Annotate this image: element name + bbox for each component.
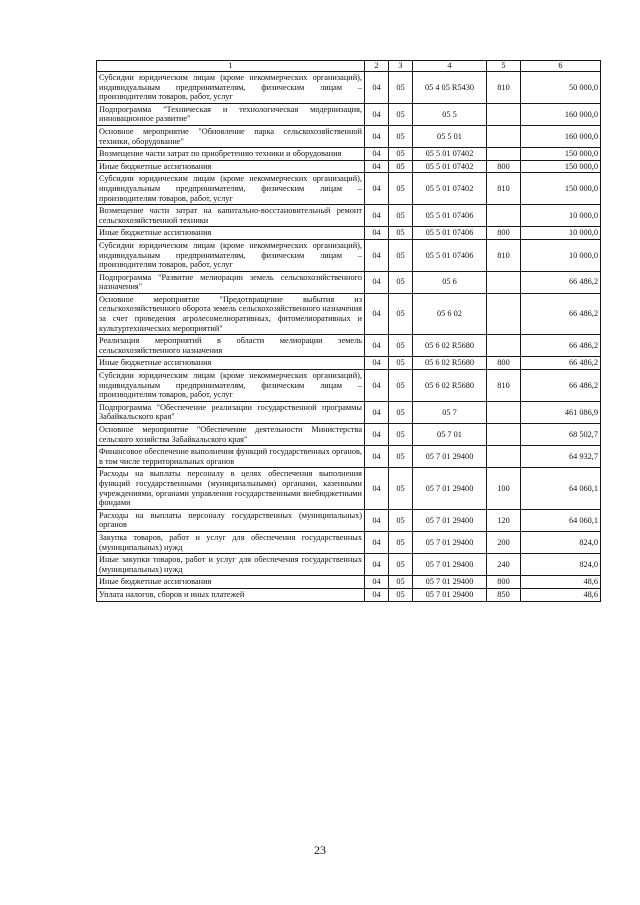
section-code: 04 <box>365 588 389 601</box>
section-code: 04 <box>365 531 389 553</box>
section-code: 04 <box>365 554 389 576</box>
section-code: 04 <box>365 227 389 240</box>
section-code: 04 <box>365 357 389 370</box>
expense-type-code <box>487 205 521 227</box>
table-row <box>97 370 601 402</box>
expense-type-code: 810 <box>487 370 521 402</box>
subsection-code: 05 <box>389 72 413 104</box>
table-row <box>97 357 601 370</box>
row-name: Иные бюджетные ассигнования <box>97 576 365 589</box>
target-article-code: 05 5 01 <box>413 125 487 147</box>
amount: 160 000,0 <box>521 103 601 125</box>
table-row <box>97 125 601 147</box>
subsection-code: 05 <box>389 293 413 334</box>
target-article-code: 05 5 01 07406 <box>413 205 487 227</box>
amount: 160 000,0 <box>521 125 601 147</box>
row-name: Иные бюджетные ассигнования <box>97 160 365 173</box>
row-name: Иные закупки товаров, работ и услуг для обеспечения государственных (муниципальных) нужд <box>97 554 365 576</box>
row-name: Финансовое обеспечение выполнения функций государственных органов, в том числе территориальных органов <box>97 446 365 468</box>
amount: 10 000,0 <box>521 205 601 227</box>
column-header: 6 <box>521 61 601 72</box>
subsection-code: 05 <box>389 227 413 240</box>
table-row <box>97 531 601 553</box>
target-article-code: 05 7 01 29400 <box>413 588 487 601</box>
subsection-code: 05 <box>389 588 413 601</box>
table-row <box>97 554 601 576</box>
section-code: 04 <box>365 205 389 227</box>
subsection-code: 05 <box>389 370 413 402</box>
target-article-code: 05 5 01 07402 <box>413 160 487 173</box>
table-row <box>97 468 601 509</box>
column-header: 3 <box>389 61 413 72</box>
section-code: 04 <box>365 160 389 173</box>
row-name: Расходы на выплаты персоналу государственных (муниципальных) органов <box>97 509 365 531</box>
expense-type-code: 850 <box>487 588 521 601</box>
section-code: 04 <box>365 335 389 357</box>
subsection-code: 05 <box>389 271 413 293</box>
target-article-code: 05 6 02 R5680 <box>413 335 487 357</box>
row-name: Субсидии юридическим лицам (кроме некоммерческих организаций), индивидуальным предпринимателям, физическим лицам – производителям товаров, работ, услуг <box>97 72 365 104</box>
table-row <box>97 401 601 423</box>
expense-type-code: 810 <box>487 239 521 271</box>
expense-type-code <box>487 335 521 357</box>
row-name: Основное мероприятие "Обеспечение деятельности Министерства сельского хозяйства Забайкальского края" <box>97 424 365 446</box>
subsection-code: 05 <box>389 446 413 468</box>
target-article-code: 05 5 01 07406 <box>413 227 487 240</box>
expense-type-code <box>487 148 521 161</box>
column-header: 5 <box>487 61 521 72</box>
section-code: 04 <box>365 148 389 161</box>
table-row <box>97 103 601 125</box>
target-article-code: 05 7 01 29400 <box>413 509 487 531</box>
target-article-code: 05 6 02 R5680 <box>413 357 487 370</box>
section-code: 04 <box>365 424 389 446</box>
section-code: 04 <box>365 239 389 271</box>
subsection-code: 05 <box>389 103 413 125</box>
target-article-code: 05 7 <box>413 401 487 423</box>
section-code: 04 <box>365 446 389 468</box>
expense-type-code: 120 <box>487 509 521 531</box>
target-article-code: 05 7 01 29400 <box>413 576 487 589</box>
expense-type-code <box>487 446 521 468</box>
target-article-code: 05 6 <box>413 271 487 293</box>
amount: 10 000,0 <box>521 239 601 271</box>
section-code: 04 <box>365 173 389 205</box>
expense-type-code <box>487 424 521 446</box>
table-body <box>97 61 601 602</box>
column-header: 2 <box>365 61 389 72</box>
row-name: Субсидии юридическим лицам (кроме некоммерческих организаций), индивидуальным предпринимателям, физическим лицам – производителям товаров, работ, услуг <box>97 370 365 402</box>
table-row <box>97 205 601 227</box>
amount: 150 000,0 <box>521 148 601 161</box>
subsection-code: 05 <box>389 148 413 161</box>
amount: 48,6 <box>521 588 601 601</box>
row-name: Иные бюджетные ассигнования <box>97 357 365 370</box>
expense-type-code: 810 <box>487 173 521 205</box>
target-article-code: 05 5 01 07402 <box>413 148 487 161</box>
section-code: 04 <box>365 293 389 334</box>
row-name: Основное мероприятие "Обновление парка сельскохозяйственной техники, оборудование" <box>97 125 365 147</box>
subsection-code: 05 <box>389 424 413 446</box>
expense-type-code <box>487 293 521 334</box>
expense-type-code: 800 <box>487 576 521 589</box>
amount: 48,6 <box>521 576 601 589</box>
amount: 824,0 <box>521 554 601 576</box>
expense-type-code: 800 <box>487 160 521 173</box>
subsection-code: 05 <box>389 401 413 423</box>
section-code: 04 <box>365 370 389 402</box>
amount: 66 486,2 <box>521 293 601 334</box>
row-name: Иные бюджетные ассигнования <box>97 227 365 240</box>
section-code: 04 <box>365 103 389 125</box>
amount: 66 486,2 <box>521 335 601 357</box>
table-row <box>97 509 601 531</box>
amount: 66 486,2 <box>521 357 601 370</box>
target-article-code: 05 5 01 07406 <box>413 239 487 271</box>
target-article-code: 05 5 <box>413 103 487 125</box>
expense-type-code <box>487 271 521 293</box>
amount: 824,0 <box>521 531 601 553</box>
table-row <box>97 293 601 334</box>
column-header: 4 <box>413 61 487 72</box>
table-row <box>97 173 601 205</box>
target-article-code: 05 5 01 07402 <box>413 173 487 205</box>
section-code: 04 <box>365 125 389 147</box>
table-row <box>97 446 601 468</box>
row-name: Уплата налогов, сборов и иных платежей <box>97 588 365 601</box>
expense-type-code: 800 <box>487 357 521 370</box>
subsection-code: 05 <box>389 173 413 205</box>
amount: 64 060,1 <box>521 509 601 531</box>
section-code: 04 <box>365 468 389 509</box>
budget-table <box>96 60 601 602</box>
section-code: 04 <box>365 72 389 104</box>
table-header-row <box>97 61 601 72</box>
target-article-code: 05 7 01 29400 <box>413 446 487 468</box>
subsection-code: 05 <box>389 576 413 589</box>
subsection-code: 05 <box>389 357 413 370</box>
amount: 461 086,9 <box>521 401 601 423</box>
expense-type-code: 200 <box>487 531 521 553</box>
amount: 10 000,0 <box>521 227 601 240</box>
amount: 66 486,2 <box>521 370 601 402</box>
table-row <box>97 588 601 601</box>
table-row <box>97 335 601 357</box>
expense-type-code <box>487 125 521 147</box>
subsection-code: 05 <box>389 531 413 553</box>
row-name: Реализация мероприятий в области мелиорации земель сельскохозяйственного назначения <box>97 335 365 357</box>
subsection-code: 05 <box>389 554 413 576</box>
expense-type-code: 800 <box>487 227 521 240</box>
section-code: 04 <box>365 576 389 589</box>
subsection-code: 05 <box>389 468 413 509</box>
row-name: Возмещение части затрат по приобретению техники и оборудования <box>97 148 365 161</box>
expense-type-code: 100 <box>487 468 521 509</box>
table-row <box>97 72 601 104</box>
table-row <box>97 239 601 271</box>
row-name: Основное мероприятие "Предотвращение выбытия из сельскохозяйственного оборота земель сельскохозяйственного назначения за счет проведения агролесомелиоративных, фитомелиоративных и культуртехнических мероприятий" <box>97 293 365 334</box>
row-name: Возмещение части затрат на капитально-восстановительный ремонт сельскохозяйственной техники <box>97 205 365 227</box>
row-name: Подпрограмма "Развитие мелиорации земель сельскохозяйственного назначения" <box>97 271 365 293</box>
target-article-code: 05 4 05 R5430 <box>413 72 487 104</box>
amount: 64 932,7 <box>521 446 601 468</box>
subsection-code: 05 <box>389 335 413 357</box>
subsection-code: 05 <box>389 239 413 271</box>
table-row <box>97 227 601 240</box>
amount: 64 060,1 <box>521 468 601 509</box>
table-row <box>97 576 601 589</box>
amount: 68 502,7 <box>521 424 601 446</box>
section-code: 04 <box>365 271 389 293</box>
expense-type-code <box>487 103 521 125</box>
column-header: 1 <box>97 61 365 72</box>
subsection-code: 05 <box>389 509 413 531</box>
table-row <box>97 424 601 446</box>
subsection-code: 05 <box>389 160 413 173</box>
expense-type-code <box>487 401 521 423</box>
subsection-code: 05 <box>389 125 413 147</box>
target-article-code: 05 7 01 <box>413 424 487 446</box>
table-row <box>97 271 601 293</box>
row-name: Закупка товаров, работ и услуг для обеспечения государственных (муниципальных) нужд <box>97 531 365 553</box>
section-code: 04 <box>365 509 389 531</box>
row-name: Подпрограмма "Обеспечение реализации государственной программы Забайкальского края" <box>97 401 365 423</box>
expense-type-code: 240 <box>487 554 521 576</box>
amount: 50 000,0 <box>521 72 601 104</box>
target-article-code: 05 7 01 29400 <box>413 468 487 509</box>
section-code: 04 <box>365 401 389 423</box>
target-article-code: 05 6 02 <box>413 293 487 334</box>
table-row <box>97 160 601 173</box>
page-number: 23 <box>314 843 326 857</box>
target-article-code: 05 6 02 R5680 <box>413 370 487 402</box>
target-article-code: 05 7 01 29400 <box>413 554 487 576</box>
expense-type-code: 810 <box>487 72 521 104</box>
row-name: Расходы на выплаты персоналу в целях обеспечения выполнения функций государственными (муниципальными) органами, казенными учреждениями, органами управления государственными внебюджетными фондами <box>97 468 365 509</box>
amount: 150 000,0 <box>521 173 601 205</box>
row-name: Подпрограмма "Техническая и технологическая модернизация, инновационное развитие" <box>97 103 365 125</box>
subsection-code: 05 <box>389 205 413 227</box>
amount: 150 000,0 <box>521 160 601 173</box>
row-name: Субсидии юридическим лицам (кроме некоммерческих организаций), индивидуальным предпринимателям, физическим лицам – производителям товаров, работ, услуг <box>97 173 365 205</box>
target-article-code: 05 7 01 29400 <box>413 531 487 553</box>
row-name: Субсидии юридическим лицам (кроме некоммерческих организаций), индивидуальным предпринимателям, физическим лицам – производителям товаров, работ, услуг <box>97 239 365 271</box>
table-row <box>97 148 601 161</box>
amount: 66 486,2 <box>521 271 601 293</box>
